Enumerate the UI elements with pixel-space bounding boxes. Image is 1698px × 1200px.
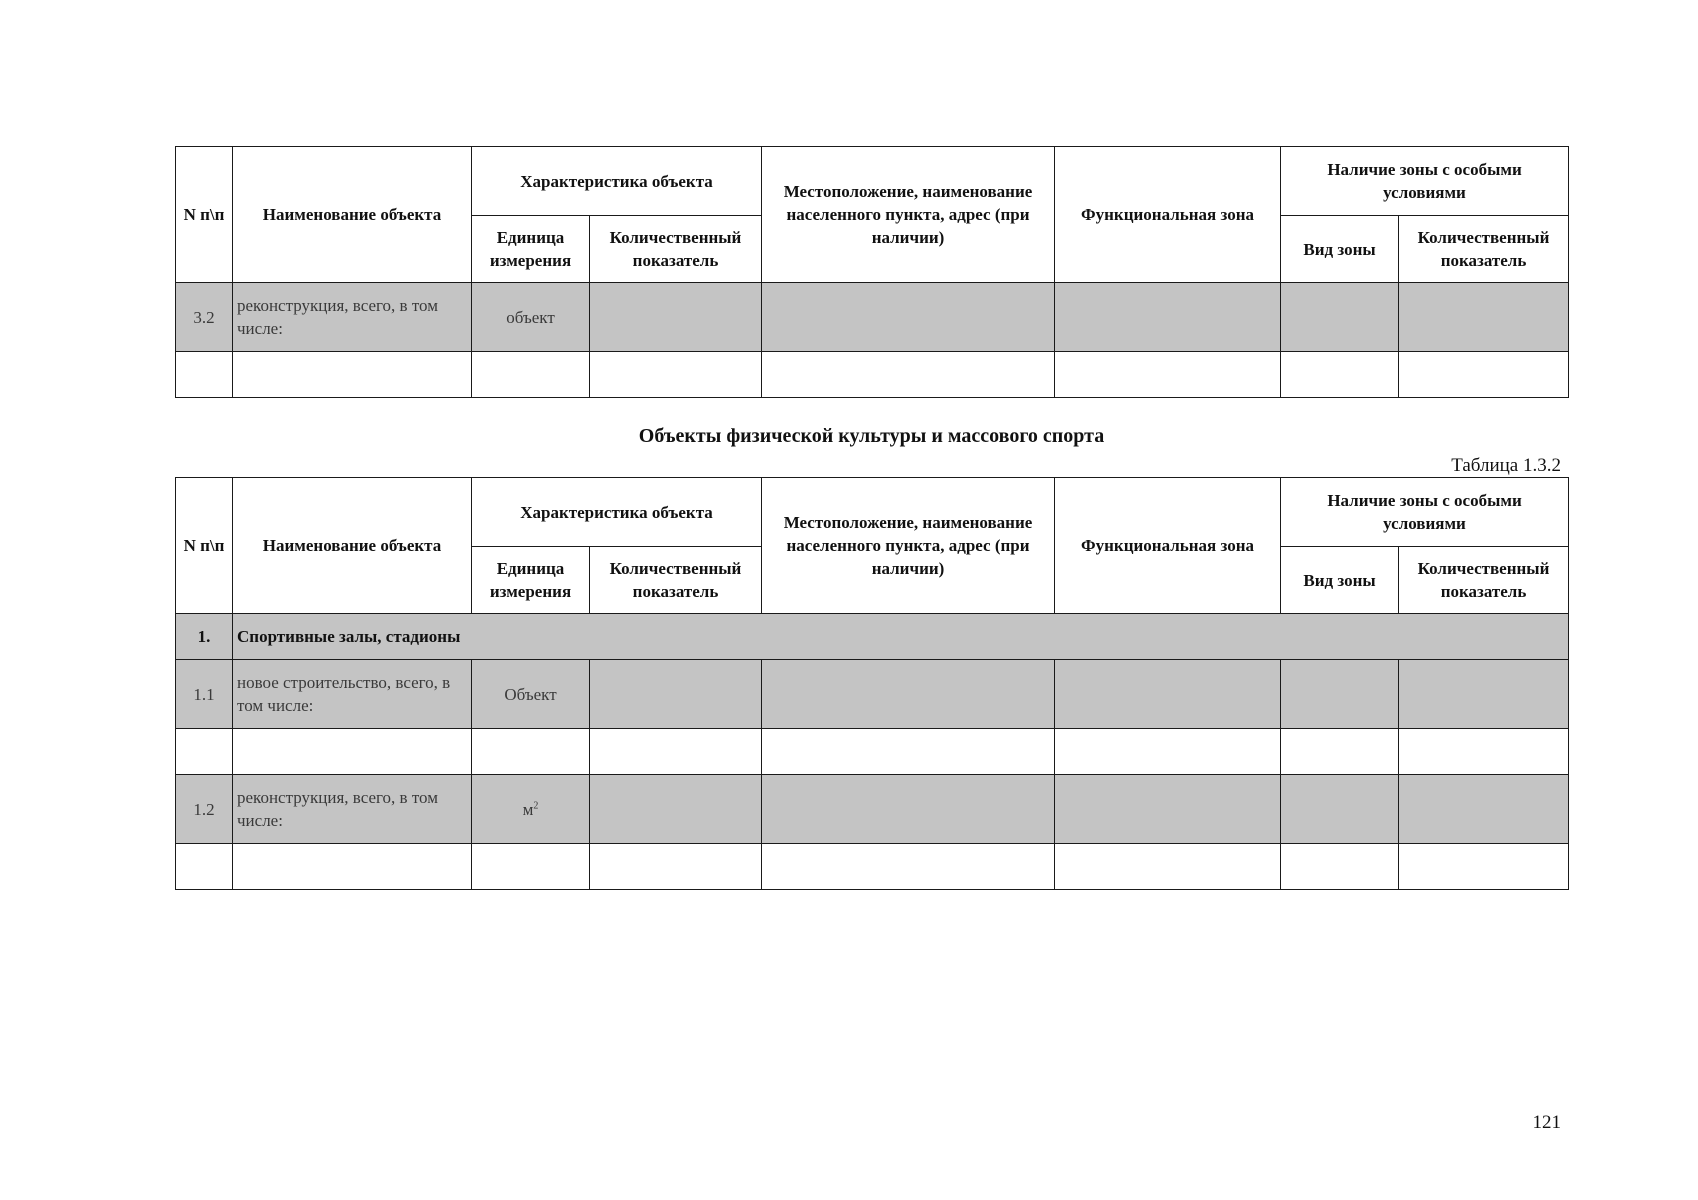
row-zone-type — [1281, 283, 1399, 352]
empty-cell — [472, 352, 590, 398]
header-special-zone: Наличие зоны с особыми условиями — [1281, 147, 1569, 216]
page-number: 121 — [1532, 1112, 1561, 1133]
table-row — [176, 660, 1569, 729]
row-zone-type — [1281, 660, 1399, 729]
row-num: 1.2 — [176, 775, 233, 844]
row-quantity — [590, 283, 762, 352]
empty-cell — [176, 844, 233, 890]
section-row — [176, 614, 1569, 660]
header-quantity: Количественный показатель — [590, 216, 762, 283]
row-unit: Объект — [472, 660, 590, 729]
empty-cell — [1055, 844, 1281, 890]
header-special-zone: Наличие зоны с особыми условиями — [1281, 478, 1569, 547]
table-row-empty — [176, 844, 1569, 890]
empty-cell — [176, 352, 233, 398]
row-location — [762, 775, 1055, 844]
empty-cell — [472, 729, 590, 775]
table-top — [175, 146, 1569, 398]
row-unit: объект — [472, 283, 590, 352]
row-zone — [1055, 283, 1281, 352]
section-num: 1. — [176, 614, 233, 660]
row-num: 3.2 — [176, 283, 233, 352]
row-quantity — [590, 775, 762, 844]
table-row — [176, 283, 1569, 352]
header-num: N п\п — [176, 147, 233, 283]
header-name: Наименование объекта — [233, 147, 472, 283]
empty-cell — [1399, 352, 1569, 398]
empty-cell — [233, 729, 472, 775]
header-num: N п\п — [176, 478, 233, 614]
table-row — [176, 775, 1569, 844]
row-location — [762, 660, 1055, 729]
header-characteristic: Характеристика объекта — [472, 478, 762, 547]
header-zone-type: Вид зоны — [1281, 547, 1399, 614]
empty-cell — [762, 729, 1055, 775]
header-zone-quantity: Количественный показатель — [1399, 216, 1569, 283]
empty-cell — [1281, 352, 1399, 398]
header-unit: Единица измерения — [472, 216, 590, 283]
row-zone-quantity — [1399, 660, 1569, 729]
header-zone-type: Вид зоны — [1281, 216, 1399, 283]
empty-cell — [1281, 844, 1399, 890]
empty-cell — [472, 844, 590, 890]
section-name: Спортивные залы, стадионы — [233, 614, 1569, 660]
row-unit — [472, 775, 590, 844]
empty-cell — [1399, 729, 1569, 775]
row-zone — [1055, 775, 1281, 844]
table-bottom — [175, 477, 1569, 890]
row-quantity — [590, 660, 762, 729]
empty-cell — [1055, 352, 1281, 398]
empty-cell — [762, 352, 1055, 398]
unit-superscript: 2 — [533, 799, 539, 811]
header-unit: Единица измерения — [472, 547, 590, 614]
empty-cell — [762, 844, 1055, 890]
row-zone — [1055, 660, 1281, 729]
row-zone-quantity — [1399, 775, 1569, 844]
empty-cell — [1055, 729, 1281, 775]
empty-cell — [590, 729, 762, 775]
empty-cell — [233, 844, 472, 890]
header-location: Местоположение, наименование населенного пункта, адрес (при наличии) — [762, 147, 1055, 283]
empty-cell — [590, 352, 762, 398]
table-row-empty — [176, 729, 1569, 775]
table-caption: Таблица 1.3.2 — [1451, 455, 1561, 476]
header-location: Местоположение, наименование населенного пункта, адрес (при наличии) — [762, 478, 1055, 614]
row-location — [762, 283, 1055, 352]
header-quantity: Количественный показатель — [590, 547, 762, 614]
empty-cell — [1399, 844, 1569, 890]
table-row-empty — [176, 352, 1569, 398]
header-characteristic: Характеристика объекта — [472, 147, 762, 216]
row-name: реконструкция, всего, в том числе: — [233, 283, 472, 352]
empty-cell — [176, 729, 233, 775]
section-heading: Объекты физической культуры и массового спорта — [638, 425, 1105, 447]
header-zone-quantity: Количественный показатель — [1399, 547, 1569, 614]
header-name: Наименование объекта — [233, 478, 472, 614]
empty-cell — [1281, 729, 1399, 775]
row-num: 1.1 — [176, 660, 233, 729]
row-name: новое строительство, всего, в том числе: — [233, 660, 472, 729]
unit-text: м — [522, 799, 534, 819]
empty-cell — [233, 352, 472, 398]
header-zone: Функциональная зона — [1055, 478, 1281, 614]
header-zone: Функциональная зона — [1055, 147, 1281, 283]
header-row — [176, 478, 1569, 547]
row-zone-quantity — [1399, 283, 1569, 352]
row-name: реконструкция, всего, в том числе: — [233, 775, 472, 844]
row-zone-type — [1281, 775, 1399, 844]
header-row — [176, 147, 1569, 216]
empty-cell — [590, 844, 762, 890]
